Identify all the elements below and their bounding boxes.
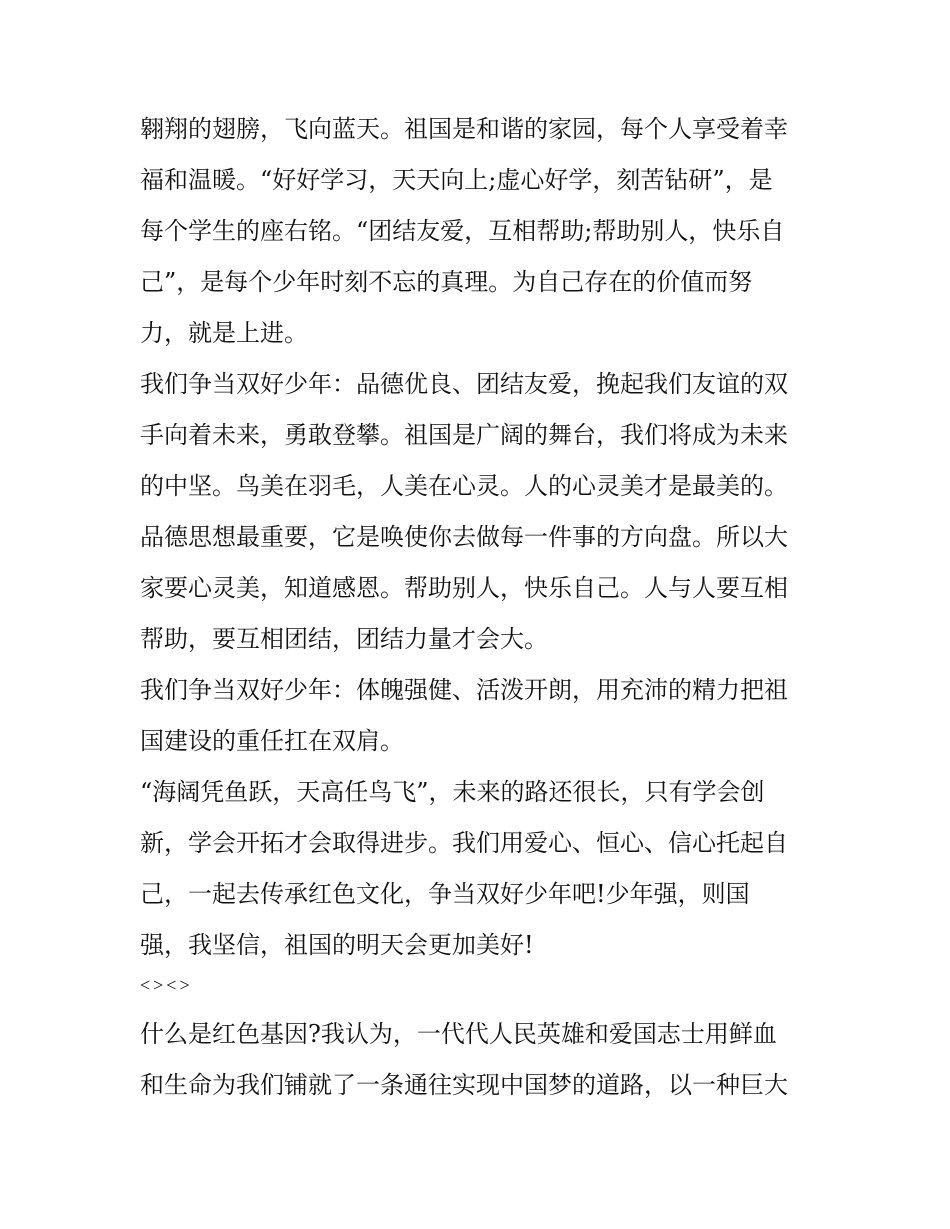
text-line: 和生命为我们铺就了一条通往实现中国梦的道路，以一种巨大 [140,1071,788,1099]
text-line: 家要心灵美，知道感恩。帮助别人，快乐自己。人与人要互相 [140,574,788,602]
text-line: 每个学生的座右铭。“团结友爱，互相帮助;帮助别人，快乐自 [140,217,785,245]
text-line: 国建设的重任扛在双肩。 [140,727,404,755]
text-line: 我们争当双好少年：品德优良、团结友爱，挽起我们友谊的双 [140,370,788,398]
text-line: 力，就是上进。 [140,319,308,347]
section-separator: <><> [140,975,193,995]
text-line: 的中坚。鸟美在羽毛，人美在心灵。人的心灵美才是最美的。 [140,472,788,500]
text-line: “海阔凭鱼跃，天高任鸟飞”，未来的路还很长，只有学会创 [140,778,765,806]
text-line: 品德思想最重要，它是唤使你去做每一件事的方向盘。所以大 [140,523,788,551]
text-line: 翱翔的翅膀，飞向蓝天。祖国是和谐的家园，每个人享受着幸 [140,115,788,143]
text-line: 手向着未来，勇敢登攀。祖国是广阔的舞台，我们将成为未来 [140,421,788,449]
body-text [140,104,820,971]
closing-paragraph [140,1009,820,1111]
text-line: 新，学会开拓才会取得进步。我们用爱心、恒心、信心托起自 [140,829,788,857]
text-line: 帮助，要互相团结，团结力量才会大。 [140,625,548,653]
text-line: 己”，是每个少年时刻不忘的真理。为自己存在的价值而努 [140,268,753,296]
text-line: 强，我坚信，祖国的明天会更加美好! [140,931,534,959]
text-line: 什么是红色基因?我认为，一代代人民英雄和爱国志士用鲜血 [140,1020,777,1048]
text-line: 己，一起去传承红色文化，争当双好少年吧!少年强，则国 [140,880,750,908]
text-line: 我们争当双好少年：体魄强健、活泼开朗，用充沛的精力把祖 [140,676,788,704]
text-line: 福和温暖。“好好学习，天天向上;虚心好学，刻苦钻研”，是 [140,166,773,194]
